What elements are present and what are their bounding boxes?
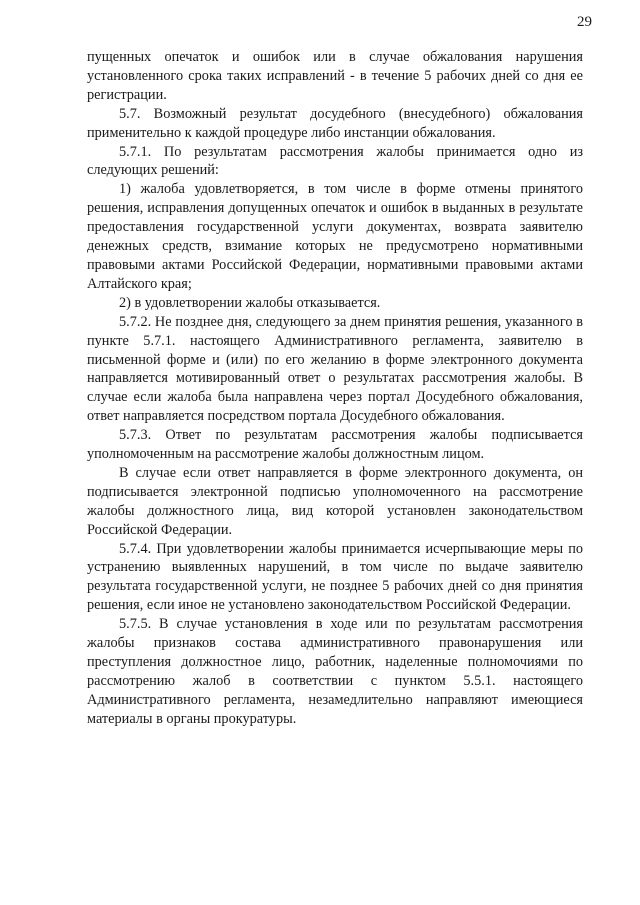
paragraph-5-7-3: 5.7.3. Ответ по результатам рассмотрения жалобы подписывается уполномоченным на рассмотрение жалобы должностным лицом.	[87, 427, 583, 463]
paragraph-5-7-4: 5.7.4. При удовлетворении жалобы принимается исчерпывающие меры по устранению выявленных нарушений, в том числе по выдаче заявителю результата государственной услуги, не позднее 5 рабочих дней со дня принятия решения, если иное не установлено законодательством Российской Федерации.	[87, 540, 583, 614]
paragraph-continuation: пущенных опечаток и ошибок или в случае обжалования нарушения установленного срока таких исправлений - в течение 5 рабочих дней со дня ее регистрации.	[87, 49, 583, 103]
paragraph-5-7-1-item-2: 2) в удовлетворении жалобы отказывается.	[119, 294, 381, 311]
paragraph-5-7-1: 5.7.1. По результатам рассмотрения жалобы принимается одно из следующих решений:	[87, 143, 583, 179]
paragraph-5-7: 5.7. Возможный результат досудебного (внесудебного) обжалования применительно к каждой процедуре либо инстанции обжалования.	[87, 105, 583, 141]
paragraph-5-7-1-item-1: 1) жалоба удовлетворяется, в том числе в форме отмены принятого решения, исправления допущенных опечаток и ошибок в выданных в результате предоставления государственной услуги документах, возврата заявителю денежных средств, взимание которых не предусмотрено нормативными правовыми актами Российской Федерации, нормативными правовыми актами Алтайского края;	[87, 181, 583, 292]
page-number: 29	[577, 14, 592, 30]
paragraph-5-7-2: 5.7.2. Не позднее дня, следующего за днем принятия решения, указанного в пункте 5.7.1. настоящего Административного регламента, заявителю в письменной форме и (или) по его желанию в форме электронного документа направляется мотивированный ответ о результатах рассмотрения жалобы. В случае если жалоба была направлена через портал Досудебного обжалования, ответ направляется посредством портала Досудебного обжалования.	[87, 313, 583, 425]
paragraph-5-7-3-electronic: В случае если ответ направляется в форме электронного документа, он подписывается электронной подписью уполномоченного на рассмотрение жалобы должностного лица, вид которой установлен законодательством Российской Федерации.	[87, 464, 583, 538]
paragraph-5-7-5: 5.7.5. В случае установления в ходе или по результатам рассмотрения жалобы признаков состава административного правонарушения или преступления должностное лицо, работник, наделенные полномочиями по рассмотрению жалоб в соответствии с пунктом 5.5.1. настоящего Административного регламента, незамедлительно направляют имеющиеся материалы в органы прокуратуры.	[87, 616, 583, 727]
document-body	[87, 48, 583, 729]
